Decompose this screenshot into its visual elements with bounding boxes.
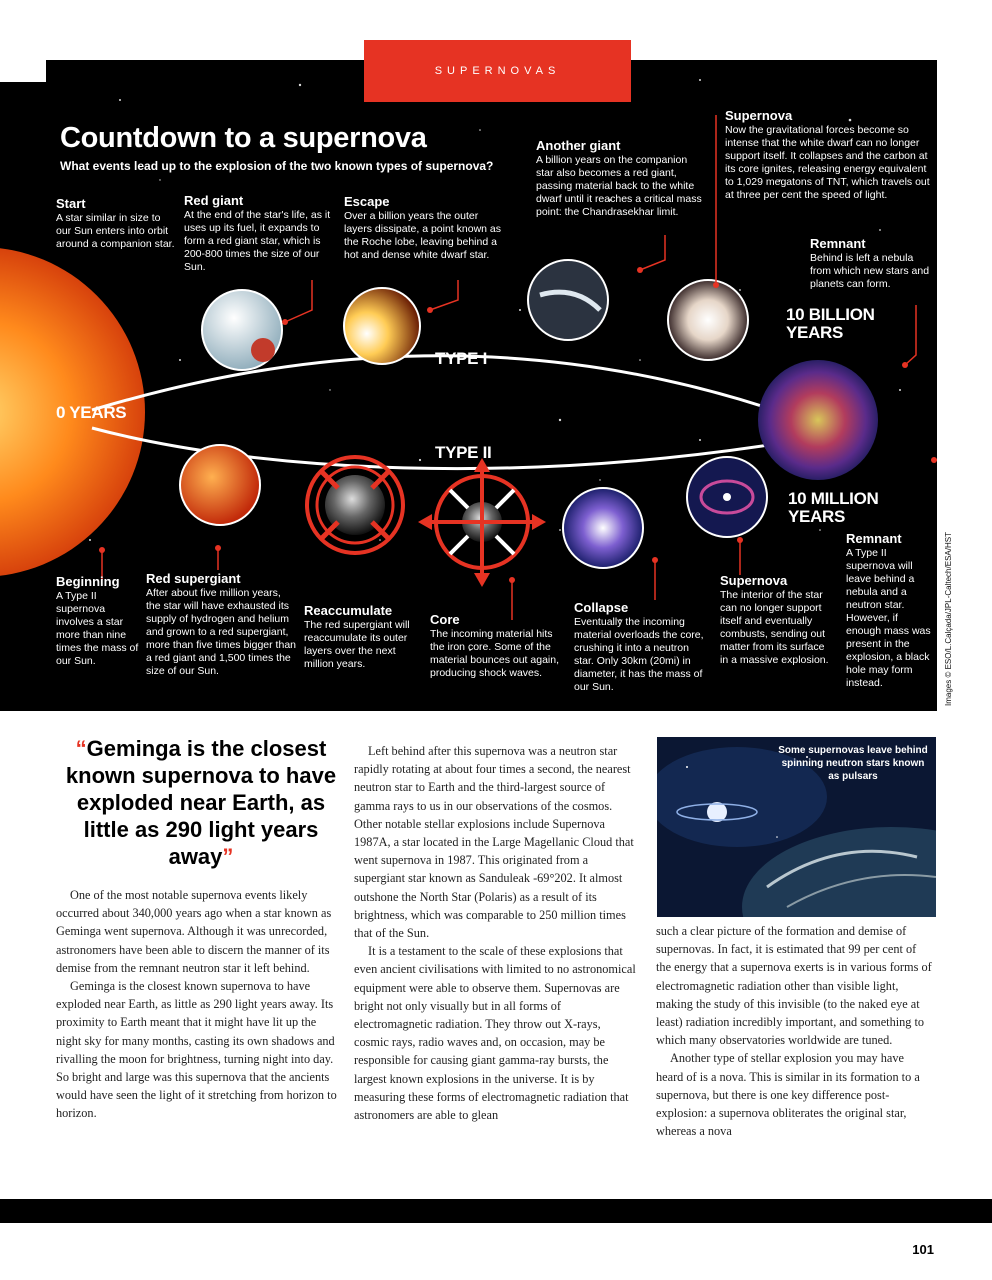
marker-zero-years: 0 YEARS — [56, 403, 127, 422]
label-remnant-type2: Remnant A Type II supernova will leave behind a nebula and a neutron star. However, if enough mass was present in the explosion, a black hole may form instead. — [846, 531, 931, 689]
body-column-2 — [354, 742, 636, 1124]
pulsar-photo — [657, 737, 936, 917]
body-column-3 — [656, 922, 932, 1140]
marker-type-two: TYPE II — [435, 443, 492, 462]
core-icon — [418, 458, 546, 587]
paragraph: Left behind after this supernova was a neutron star rapidly rotating at about four times a second, the nearest neutron star to Earth and the third-largest source of gamma rays to us in our observations of the cosmos. Other notable stellar explosions include Supernova 1987A, a star located in the Large Magellanic Cloud that went supernova in 1987. This originated from a supergiant star known as Sanduleak -69°202. It almost outshone the North Star (Polaris) as a result of its brightness, which was comparable to 250 million times that of the Sun. — [354, 744, 634, 941]
marker-type-one: TYPE I — [435, 349, 488, 368]
label-supernova-type1: Supernova Now the gravitational forces become so intense that the white dwarf can no longer support itself. It collapses and the carbon at its core ignites, releasing energy equivalent to 1,029 megatons of TNT, which travels out at three per cent the speed of light. — [725, 108, 930, 201]
infographic-subtitle: What events lead up to the explosion of the two known types of supernova? — [60, 159, 494, 173]
paragraph: One of the most notable supernova events likely occurred about 340,000 years ago when a star known as Geminga went supernova. Although it was unrecorded, astronomers have been able to discern the manner of its demise from the remnant neutron star it left behind. — [56, 888, 332, 975]
companion-star — [251, 338, 275, 362]
pull-quote — [56, 735, 346, 870]
label-red-giant: Red giant At the end of the star's life, as it uses up its fuel, it expands to form a red giant star, which is 200-800 times the size of our Sun. — [184, 193, 331, 273]
nebula-image — [758, 360, 878, 480]
section-tag: SUPERNOVAS — [364, 40, 631, 102]
label-collapse: Collapse Eventually the incoming material overloads the core, crushing it into a neutron star. Only 30km (20mi) in diameter, it has the mass of our Sun. — [574, 600, 704, 693]
label-another-giant: Another giant A billion years on the companion star also becomes a red giant, passing material back to the white dwarf until it reaches a critical mass point: the Chandrasekhar limit. — [536, 138, 702, 218]
paragraph: Geminga is the closest known supernova to have exploded near Earth, as little as 290 light years away. Its proximity to Earth meant that it might have lit up the night sky for many months, casting its own shadows and rivalling the moon for brightness, turning night into day. So bright and large was this supernova that the ancients would have seen the light of it stretching from horizon to horizon. — [56, 979, 337, 1121]
quote-close-mark: ” — [222, 844, 234, 869]
quote-text: Geminga is the closest known supernova to have exploded near Earth, as little as 290 light years away — [65, 736, 337, 869]
label-reaccumulate: Reaccumulate The red supergiant will reaccumulate its outer layers over the next million years. — [304, 603, 410, 670]
reaccumulate-icon — [307, 457, 403, 553]
label-core: Core The incoming material hits the iron core. Some of the material bounces out again, producing shock waves. — [430, 612, 559, 679]
escape-image — [344, 288, 420, 364]
label-red-supergiant: Red supergiant After about five million years, the star will have exhausted its supply of hydrogen and helium and grown to a red supergiant, more than five times bigger than a red giant and 1,500 times the size of our Sun. — [146, 571, 296, 677]
label-remnant-type1: Remnant Behind is left a nebula from which new stars and planets can form. — [810, 236, 930, 290]
label-start: Start A star similar in size to our Sun enters into orbit around a companion star. — [56, 196, 175, 250]
footer-bar — [0, 1199, 992, 1223]
marker-ten-million-years: 10 MILLION YEARS — [788, 489, 879, 526]
collapse-image — [563, 488, 643, 568]
label-beginning: Beginning A Type II supernova involves a star more than nine times the mass of our Sun. — [56, 574, 139, 667]
body-column-1 — [56, 886, 342, 1123]
quote-open-mark: “ — [75, 736, 87, 761]
red-supergiant-image — [180, 445, 260, 525]
paragraph: Another type of stellar explosion you may have heard of is a nova. This is similar in its formation to a supernova, but there is one key difference post-explosion: a supernova obliterates the original star, whereas a nova — [656, 1051, 920, 1139]
supernova-type1-image — [668, 280, 748, 360]
marker-ten-billion-years: 10 BILLION YEARS — [786, 305, 875, 342]
label-supernova-type2: Supernova The interior of the star can no longer support itself and eventually combusts, sending out matter from its surface in a massive explosion. — [720, 573, 829, 666]
another-giant-image — [528, 260, 608, 340]
photo-caption: Some supernovas leave behind spinning neutron stars known as pulsars — [778, 745, 928, 782]
label-escape: Escape Over a billion years the outer layers dissipate, a point known as the Roche lobe, leaving behind a hot and dense white dwarf star. — [344, 194, 502, 261]
infographic-title: Countdown to a supernova — [60, 122, 427, 154]
page-number: 101 — [912, 1242, 934, 1257]
paragraph: It is a testament to the scale of these explosions that even ancient civilisations with limited to no astronomical equipment were able to observe them. Supernovas are bright not only visually but in all forms of electromagnetic radiation. They throw out X-rays, cosmic rays, radio waves and, on occasion, may be responsible for causing giant gamma-ray bursts, the largest known explosions in the universe. It is by measuring these forms of electromagnetic radiation that astronomers are able to glean — [354, 944, 636, 1123]
image-credit: Images © ESO/L.Calçada/JPL-Caltech/ESA/HST — [944, 532, 953, 706]
paragraph: such a clear picture of the formation and demise of supernovas. In fact, it is estimated that 99 per cent of the energy that a supernova exerts is in various forms of electromagnetic radiation other than visible light, making the study of this invisible (to the naked eye at least) radiation incredibly important, and something to which many observatories worldwide are tuned. — [656, 924, 932, 1048]
corner-cutout — [0, 60, 46, 82]
